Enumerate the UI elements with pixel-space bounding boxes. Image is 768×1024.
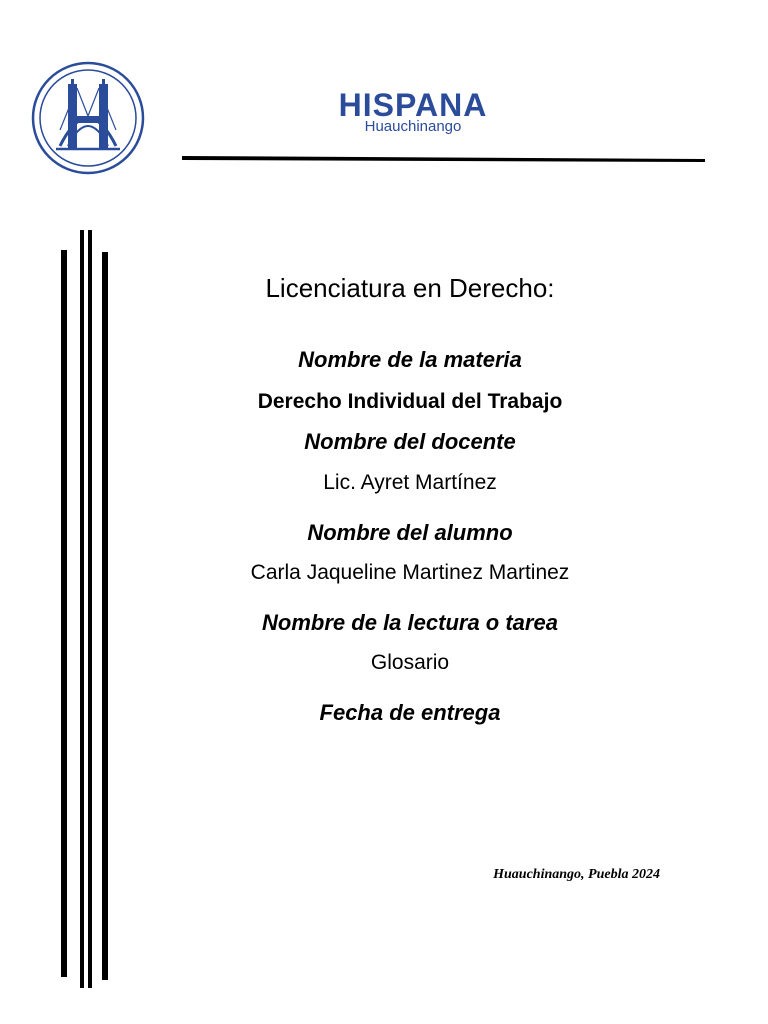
decorative-vertical-bars bbox=[58, 228, 114, 990]
subject-value: Derecho Individual del Trabajo bbox=[257, 390, 563, 413]
header-divider bbox=[182, 156, 705, 162]
brand-logo bbox=[300, 88, 526, 135]
brand-name: HISPANA bbox=[338, 87, 488, 123]
program-title: Licenciatura en Derecho: bbox=[265, 273, 555, 303]
subject-label: Nombre de la materia bbox=[298, 347, 522, 372]
student-label: Nombre del alumno bbox=[307, 520, 513, 545]
teacher-label: Nombre del docente bbox=[304, 429, 516, 454]
university-seal-icon bbox=[30, 60, 146, 176]
brand-subtitle: Huauchinango bbox=[364, 118, 462, 135]
assignment-label: Nombre de la lectura o tarea bbox=[262, 610, 558, 635]
assignment-value: Glosario bbox=[370, 651, 450, 674]
teacher-value: Lic. Ayret Martínez bbox=[323, 471, 497, 494]
cover-content bbox=[210, 268, 610, 727]
due-date-label: Fecha de entrega bbox=[319, 700, 501, 725]
place-date: Huauchinango, Puebla 2024 bbox=[493, 867, 660, 882]
student-value: Carla Jaqueline Martinez Martinez bbox=[250, 561, 570, 584]
